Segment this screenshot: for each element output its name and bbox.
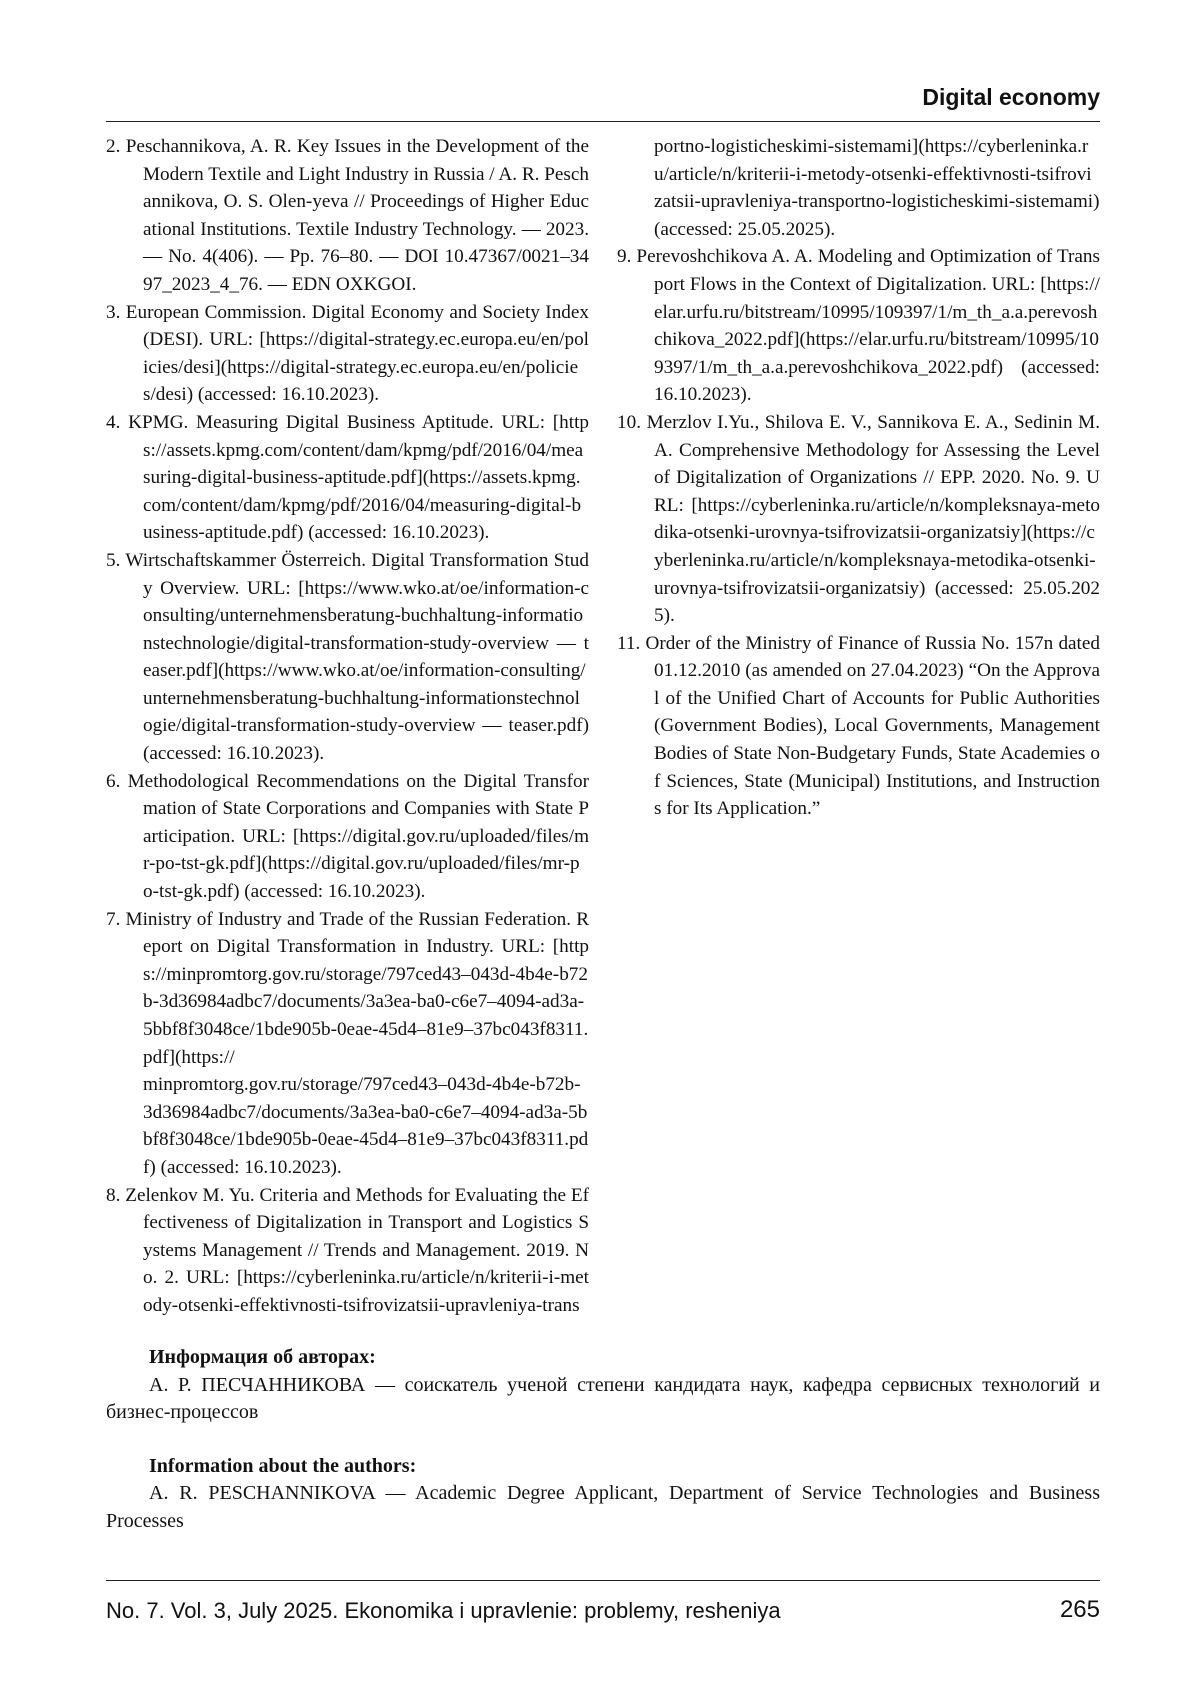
authors-text-en: A. R. PESCHANNIKOVA — Academic Degree Applicant, Department of Service Technologies and Business Processes	[106, 1482, 1100, 1532]
reference-item-7	[106, 906, 589, 1072]
reference-text: Ministry of Industry and Trade of the Russian Federation. Report on Digital Transformation in Industry. URL: [https://minpromtorg.gov.ru/storage/797ced43–043d-4b4e-b72b-3d36984adbc7/documents/3a3ea-ba0-c6e7–4094-ad3a-5bbf8f3048ce/1bde905b-0eae-45d4–81e9–37bc043f8311.pdf](https://	[125, 908, 590, 1068]
page-number: 265	[1059, 1596, 1100, 1623]
reference-text: Merzlov I.Yu., Shilova E. V., Sannikova E. A., Sedinin M. A. Comprehensive Methodology for Assessing the Level of Digitalization of Organizations // EPP. 2020. No. 9. URL: [https://cyberleninka.ru/article/n/kompleksnaya-metodika-otsenki-urovnya-tsifrovizatsii-organizatsiy](https://cyberleninka.ru/article/n/kompleksnaya-metodika-otsenki-urovnya-tsifrovizatsii-organizatsiy) (accessed: 25.05.2025).	[646, 411, 1101, 627]
reference-item-11	[617, 630, 1100, 823]
reference-number: 3.	[106, 301, 121, 323]
reference-number: 11.	[617, 632, 641, 654]
spacer	[106, 1427, 1100, 1453]
reference-text: Wirtschaftskammer Österreich. Digital Transformation Study Overview. URL: [https://www.wko.at/oe/information-consulting/unternehmensberatung-buchhaltung-informationstechnologie/digital-transformation-study-overview — teaser.pdf](https://www.wko.at/oe/information-consulting/unternehmensberatung-buchhaltung-informationstechnologie/digital-transformation-study-overview — teaser.pdf) (accessed: 16.10.2023).	[125, 549, 589, 765]
reference-item-2	[106, 133, 589, 299]
reference-text: Methodological Recommendations on the Digital Transformation of State Corporations and Companies with State Participation. URL: [https://digital.gov.ru/uploaded/files/mr-po-tst-gk.pdf](https://digital.gov.ru/uploaded/files/mr-po-tst-gk.pdf) (accessed: 16.10.2023).	[127, 770, 590, 903]
journal-citation: No. 7. Vol. 3, July 2025. Ekonomika i upravlenie: problemy, resheniya	[106, 1598, 781, 1623]
reference-number: 7.	[106, 908, 121, 930]
reference-number: 4.	[106, 411, 121, 433]
reference-text: minpromtorg.gov.ru/storage/797ced43–043d-4b4e-b72b-3d36984adbc7/documents/3a3ea-ba0-c6e7–4094-ad3a-5bbf8f3048ce/1bde905b-0eae-45d4–81e9–37bc043f8311.pdf) (accessed: 16.10.2023).	[143, 1074, 589, 1178]
header-rule	[106, 121, 1100, 122]
reference-item-4	[106, 409, 589, 547]
authors-text-ru: А. Р. ПЕСЧАННИКОВА — соискатель ученой степени кандидата наук, кафедра сервисных технологий и бизнес-процессов	[106, 1373, 1100, 1424]
reference-number: 10.	[617, 411, 641, 433]
section-title: Digital economy	[922, 84, 1100, 110]
reference-item-10	[617, 409, 1100, 630]
reference-list	[106, 133, 1100, 1323]
footer-rule	[106, 1580, 1100, 1581]
reference-number: 2.	[106, 136, 121, 157]
reference-number: 8.	[106, 1184, 121, 1206]
reference-text: KPMG. Measuring Digital Business Aptitude. URL: [https://assets.kpmg.com/content/dam/kpmg/pdf/2016/04/measuring-digital-business-aptitude.pdf](https://assets.kpmg.com/content/dam/kpmg/pdf/2016/04/measuring-digital-business-aptitude.pdf) (accessed: 16.10.2023).	[128, 411, 589, 544]
reference-item-7-continued	[106, 1071, 589, 1181]
authors-info	[106, 1344, 1100, 1536]
reference-text: European Commission. Digital Economy and Society Index (DESI). URL: [https://digital-strategy.ec.europa.eu/en/policies/desi](https://digital-strategy.ec.europa.eu/en/policies/desi) (accessed: 16.10.2023).	[125, 301, 589, 406]
reference-item-9	[617, 243, 1100, 409]
reference-number: 9.	[617, 246, 632, 268]
reference-text: Peschannikova, A. R. Key Issues in the Development of the Modern Textile and Light Industry in Russia / A. R. Peschannikova, O. S. Olen-yeva // Proceedings of Higher Educational Institutions. Textile Industry Technology. — 2023. — No. 4(406). — Pp. 76–80. — DOI 10.47367/0021–3497_2023_4_76. — EDN OXKGOI.	[125, 136, 590, 295]
reference-item-6	[106, 768, 589, 906]
reference-text: Perevoshchikova A. A. Modeling and Optimization of Transport Flows in the Context of Digitalization. URL: [https://elar.urfu.ru/bitstream/10995/109397/1/m_th_a.a.perevoshchikova_2022.pdf](https://elar.urfu.ru/bitstream/10995/109397/1/m_th_a.a.perevoshchikova_2022.pdf) (accessed: 16.10.2023).	[636, 246, 1100, 406]
reference-number: 6.	[106, 770, 121, 792]
reference-text: Order of the Ministry of Finance of Russia No. 157n dated 01.12.2010 (as amended on 27.04.2023) “On the Approval of the Unified Chart of Accounts for Public Authorities (Government Bodies), Local Governments, Management Bodies of State Non-Budgetary Funds, State Academies of Sciences, State (Municipal) Institutions, and Instructions for Its Application.”	[645, 632, 1100, 820]
authors-heading-ru: Информация об авторах:	[149, 1346, 376, 1368]
reference-item-3	[106, 299, 589, 409]
reference-number: 5.	[106, 549, 121, 571]
reference-text: Zelenkov M. Yu. Criteria and Methods for Evaluating the Effectiveness of Digitalization in Transport and Logistics Systems Management // Trends and Management. 2019. No. 2. URL: [https://cyberleninka.ru/article/n/kriterii-i-metody-otsenki-effektivnosti-tsifrovizatsii-upravleniya-transportno-logisticheskimi-sistemami](https://cyberleninka.ru/article/n/kriterii-i-metody-otsenki-effektivnosti-tsifrovizatsii-upravleniya-transportno-logisticheskimi-sistemami) (accessed: 25.05.2025).	[125, 136, 1100, 1316]
authors-heading-en: Information about the authors:	[149, 1454, 417, 1477]
reference-item-5	[106, 547, 589, 768]
